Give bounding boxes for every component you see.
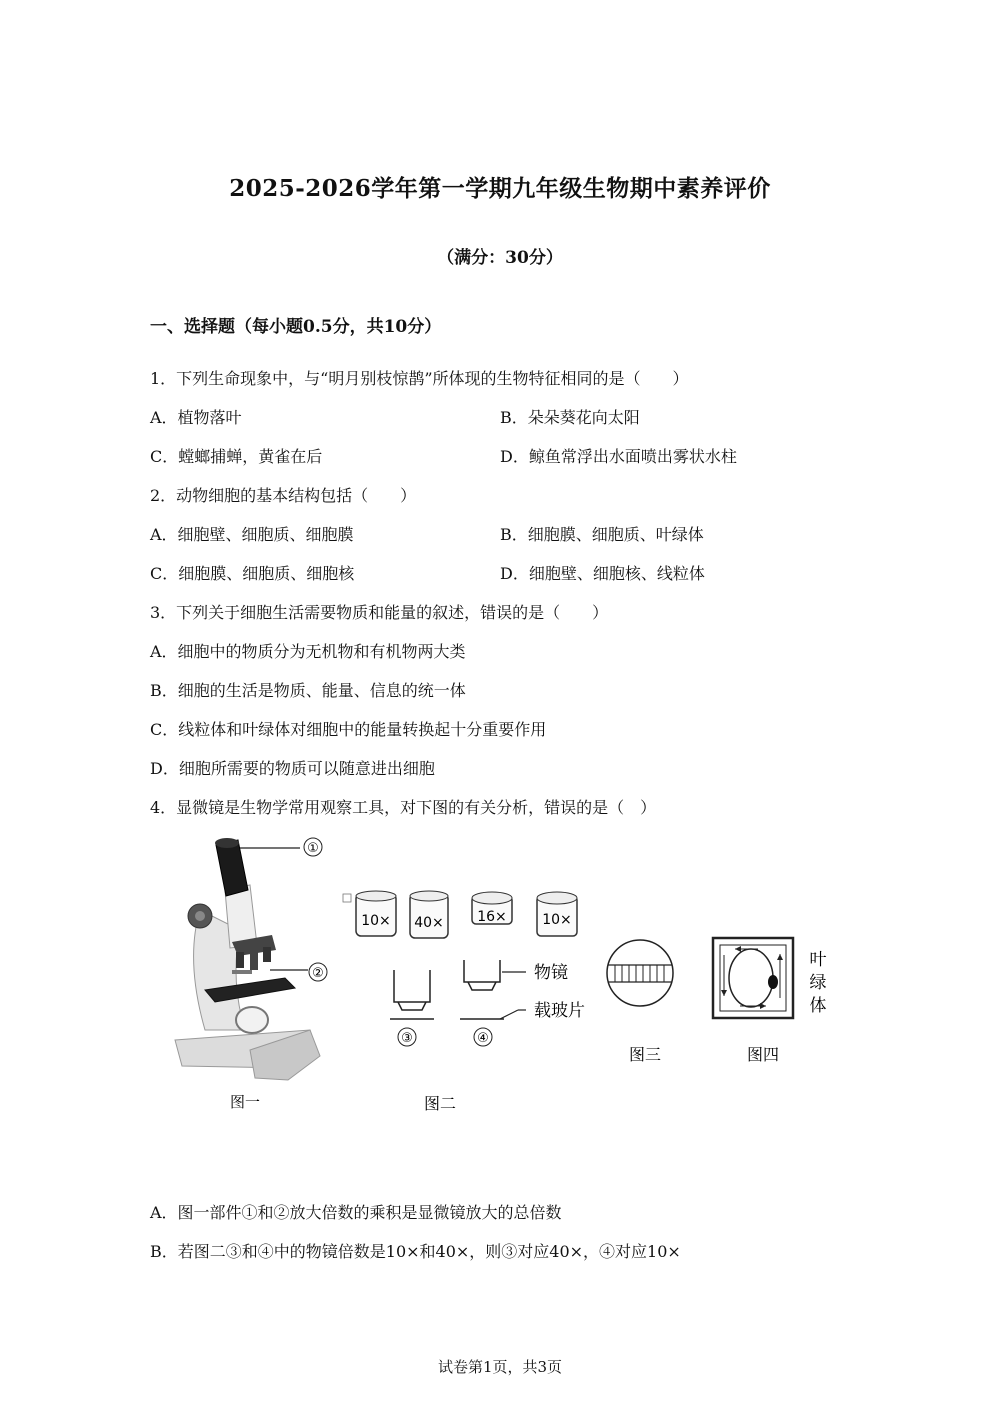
- cell-cytoplasm-flow: [713, 938, 793, 1018]
- question-2-option-a: A．细胞壁、细胞质、细胞膜: [150, 525, 354, 544]
- question-1-option-a: A．植物落叶: [150, 408, 242, 427]
- page-title: 2025-2026学年第一学期九年级生物期中素养评价: [229, 175, 771, 202]
- question-1-option-d: D．鲸鱼常浮出水面喷出雾状水柱: [500, 447, 737, 466]
- question-2-option-c: C．细胞膜、细胞质、细胞核: [150, 564, 355, 583]
- question-3-option-d: D．细胞所需要的物质可以随意进出细胞: [150, 759, 435, 778]
- question-3-option-c: C．线粒体和叶绿体对细胞中的能量转换起十分重要作用: [150, 720, 547, 739]
- svg-text:40×: 40×: [414, 915, 444, 931]
- marker-4: ④: [477, 1031, 489, 1046]
- question-3-option-b: B．细胞的生活是物质、能量、信息的统一体: [150, 681, 466, 700]
- objective-3: [394, 970, 430, 1002]
- question-3-stem: 3．下列关于细胞生活需要物质和能量的叙述，错误的是（ ）: [150, 603, 609, 622]
- question-1-option-c: C．螳螂捕蝉，黄雀在后: [150, 447, 323, 466]
- svg-text:16×: 16×: [477, 909, 507, 925]
- question-4-option-a: A．图一部件①和②放大倍数的乘积是显微镜放大的总倍数: [150, 1203, 562, 1222]
- fig2-label: 图二: [423, 1094, 457, 1113]
- lens-10x: [537, 892, 577, 936]
- marker-2: ②: [312, 966, 324, 981]
- question-2-stem: 2．动物细胞的基本结构包括（ ）: [150, 486, 417, 505]
- full-score: （满分：30分）: [437, 248, 563, 268]
- fig1-label: 图一: [229, 1093, 261, 1111]
- field-of-view-ruler: [607, 940, 673, 1006]
- microscope-figure: [160, 830, 850, 1130]
- question-2-option-d: D．细胞壁、细胞核、线粒体: [500, 564, 705, 583]
- lens-16x: [472, 892, 512, 925]
- question-1-stem: 1．下列生命现象中，与“明月别枝惊鹊”所体现的生物特征相同的是（ ）: [150, 369, 689, 388]
- svg-text:10×: 10×: [361, 913, 391, 929]
- section-heading: 一、选择题（每小题0.5分，共10分）: [150, 317, 442, 337]
- fig3-label: 图三: [628, 1045, 662, 1064]
- marker-3: ③: [401, 1031, 413, 1046]
- question-4-stem: 4．显微镜是生物学常用观察工具，对下图的有关分析，错误的是（ ）: [150, 798, 657, 817]
- question-4-option-b: B．若图二③和④中的物镜倍数是10×和40×，则③对应40×，④对应10×: [150, 1242, 681, 1261]
- question-2-option-b: B．细胞膜、细胞质、叶绿体: [500, 525, 704, 544]
- chloroplast-label-1: 叶: [809, 950, 827, 970]
- page-footer: 试卷第1页，共3页: [437, 1358, 563, 1376]
- microscope-illustration: [175, 838, 320, 1080]
- objective-4: [464, 960, 500, 982]
- eyepiece-lens-40x: [410, 891, 448, 938]
- question-1-option-b: B．朵朵葵花向太阳: [500, 408, 640, 427]
- marker-1: ①: [307, 841, 319, 856]
- chloroplast-label-3: 体: [809, 996, 827, 1016]
- svg-text:10×: 10×: [542, 912, 572, 928]
- fig4-label: 图四: [746, 1045, 780, 1064]
- slide-label: 载玻片: [534, 1001, 585, 1021]
- question-3-option-a: A．细胞中的物质分为无机物和有机物两大类: [150, 642, 466, 661]
- objective-label: 物镜: [534, 963, 568, 983]
- eyepiece-lens-10x: [356, 891, 396, 936]
- chloroplast-label-2: 绿: [809, 973, 827, 993]
